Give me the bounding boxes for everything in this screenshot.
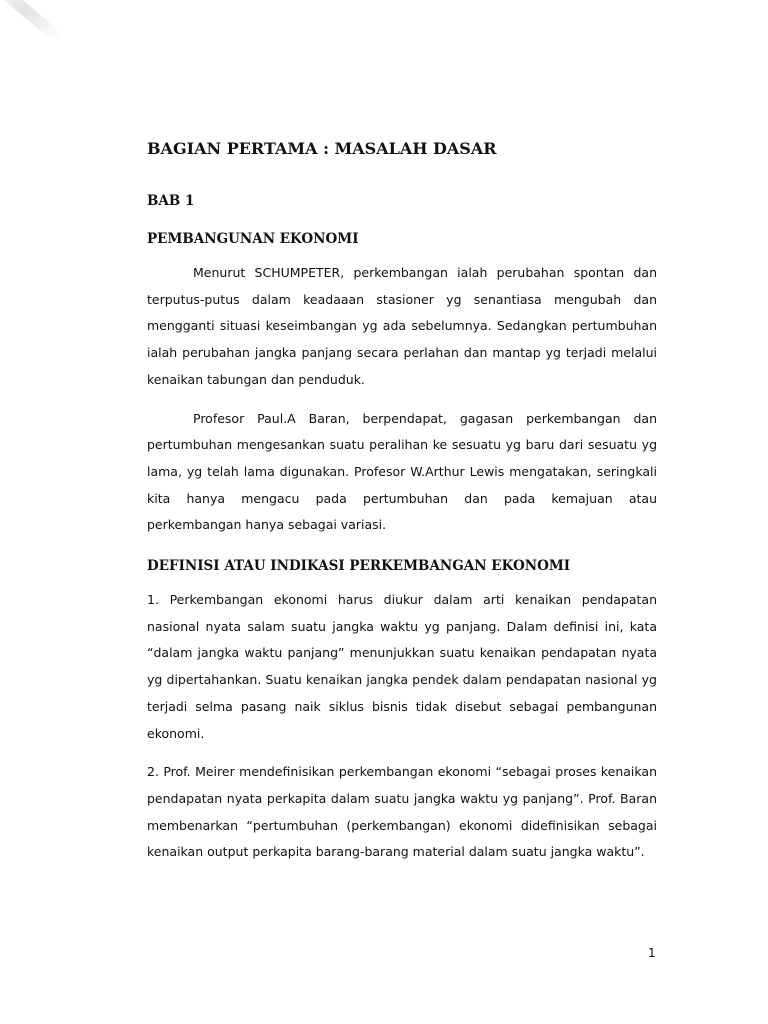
chapter-label: BAB 1 bbox=[147, 193, 195, 209]
definition-item-1: 1. Perkembangan ekonomi harus diukur dalam arti kenaikan pendapatan nasional nyata salam suatu jangka waktu yg panjang. Dalam definisi ini, kata “dalam jangka waktu panjang” menunjukkan suatu kenaikan pendapatan nyata yg dipertahankan. Suatu kenaikan jangka pendek dalam pendapatan nasional yg terjadi selma pasang naik siklus bisnis tidak disebut sebagai pembangunan ekonomi. bbox=[147, 592, 657, 741]
page-corner-mark bbox=[0, 0, 63, 44]
paragraph-baran-lewis: Profesor Paul.A Baran, berpendapat, gagasan perkembangan dan pertumbuhan mengesankan suatu peralihan ke sesuatu yg baru dari sesuatu yg lama, yg telah lama digunakan. Profesor W.Arthur Lewis mengatakan, seringkali kita hanya mengacu pada pertumbuhan dan pada kemajuan atau perkembangan hanya sebagai variasi. bbox=[147, 410, 657, 533]
chapter-title: PEMBANGUNAN EKONOMI bbox=[147, 231, 359, 247]
page-number: 1 bbox=[648, 946, 656, 960]
section-title: DEFINISI ATAU INDIKASI PERKEMBANGAN EKONOMI bbox=[147, 558, 571, 575]
part-title: BAGIAN PERTAMA : MASALAH DASAR bbox=[147, 139, 497, 158]
page-content bbox=[147, 132, 657, 878]
definition-item-2: 2. Prof. Meirer mendefinisikan perkembangan ekonomi “sebagai proses kenaikan pendapatan nyata perkapita dalam suatu jangka waktu yg panjang”. Prof. Baran membenarkan “pertumbuhan (perkembangan) ekonomi didefinisikan sebagai kenaikan output perkapita barang-barang material dalam suatu jangka waktu”. bbox=[147, 764, 657, 860]
paragraph-schumpeter: Menurut SCHUMPETER, perkembangan ialah perubahan spontan dan terputus-putus dalam keadaaan stasioner yg senantiasa mengubah dan mengganti situasi keseimbangan yg ada sebelumnya. Sedangkan pertumbuhan ialah perubahan jangka panjang secara perlahan dan mantap yg terjadi melalui kenaikan tabungan dan penduduk. bbox=[147, 265, 657, 387]
